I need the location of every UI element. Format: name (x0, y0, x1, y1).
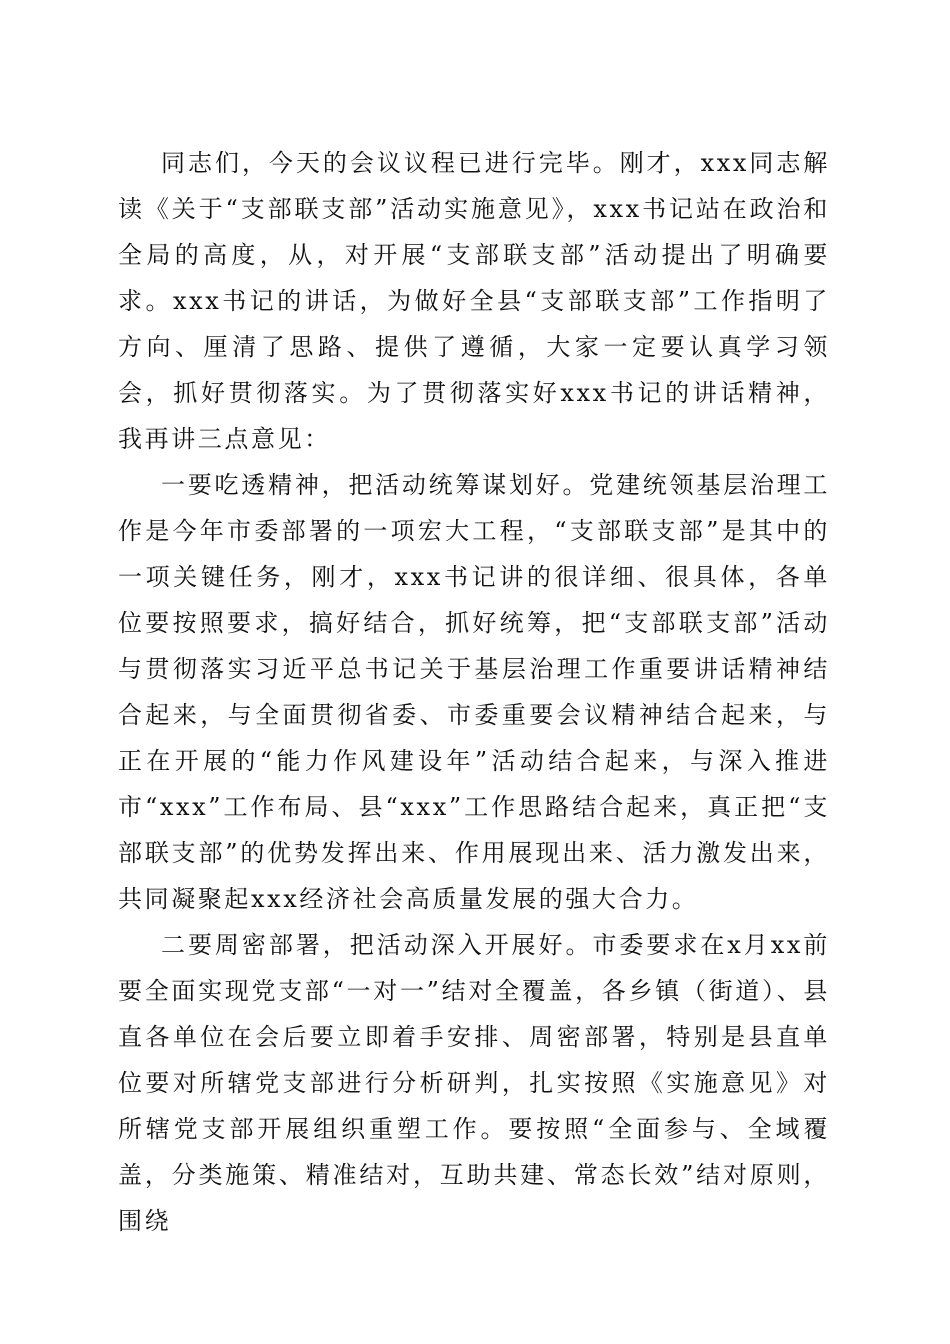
paragraph-opening: 同志们，今天的会议议程已进行完毕。刚才，xxx同志解读《关于“支部联支部”活动实施意见》，xxx书记站在政治和全局的高度，从，对开展“支部联支部”活动提出了明确要求。xxx书记的讲话，为做好全县“支部联支部”工作指明了方向、厘清了思路、提供了遵循，大家一定要认真学习领会，抓好贯彻落实。为了贯彻落实好xxx书记的讲话精神，我再讲三点意见： (118, 149, 830, 453)
document-body (118, 140, 830, 1244)
paragraph-point-one: 一要吃透精神，把活动统筹谋划好。党建统领基层治理工作是今年市委部署的一项宏大工程，“支部联支部”是其中的一项关键任务，刚才，xxx书记讲的很详细、很具体，各单位要按照要求，搞好结合，抓好统筹，把“支部联支部”活动与贯彻落实习近平总书记关于基层治理工作重要讲话精神结合起来，与全面贯彻省委、市委重要会议精神结合起来，与正在开展的“能力作风建设年”活动结合起来，与深入推进市“xxx”工作布局、县“xxx”工作思路结合起来，真正把“支部联支部”的优势发挥出来、作用展现出来、活力激发出来，共同凝聚起xxx经济社会高质量发展的强大合力。 (118, 471, 830, 913)
paragraph-point-two: 二要周密部署，把活动深入开展好。市委要求在x月xx前要全面实现党支部“一对一”结对全覆盖，各乡镇（街道）、县直各单位在会后要立即着手安排、周密部署，特别是县直单位要对所辖党支部进行分析研判，扎实按照《实施意见》对所辖党支部开展组织重塑工作。要按照“全面参与、全域覆盖，分类施策、精准结对，互助共建、常态长效”结对原则，围绕 (118, 931, 830, 1235)
